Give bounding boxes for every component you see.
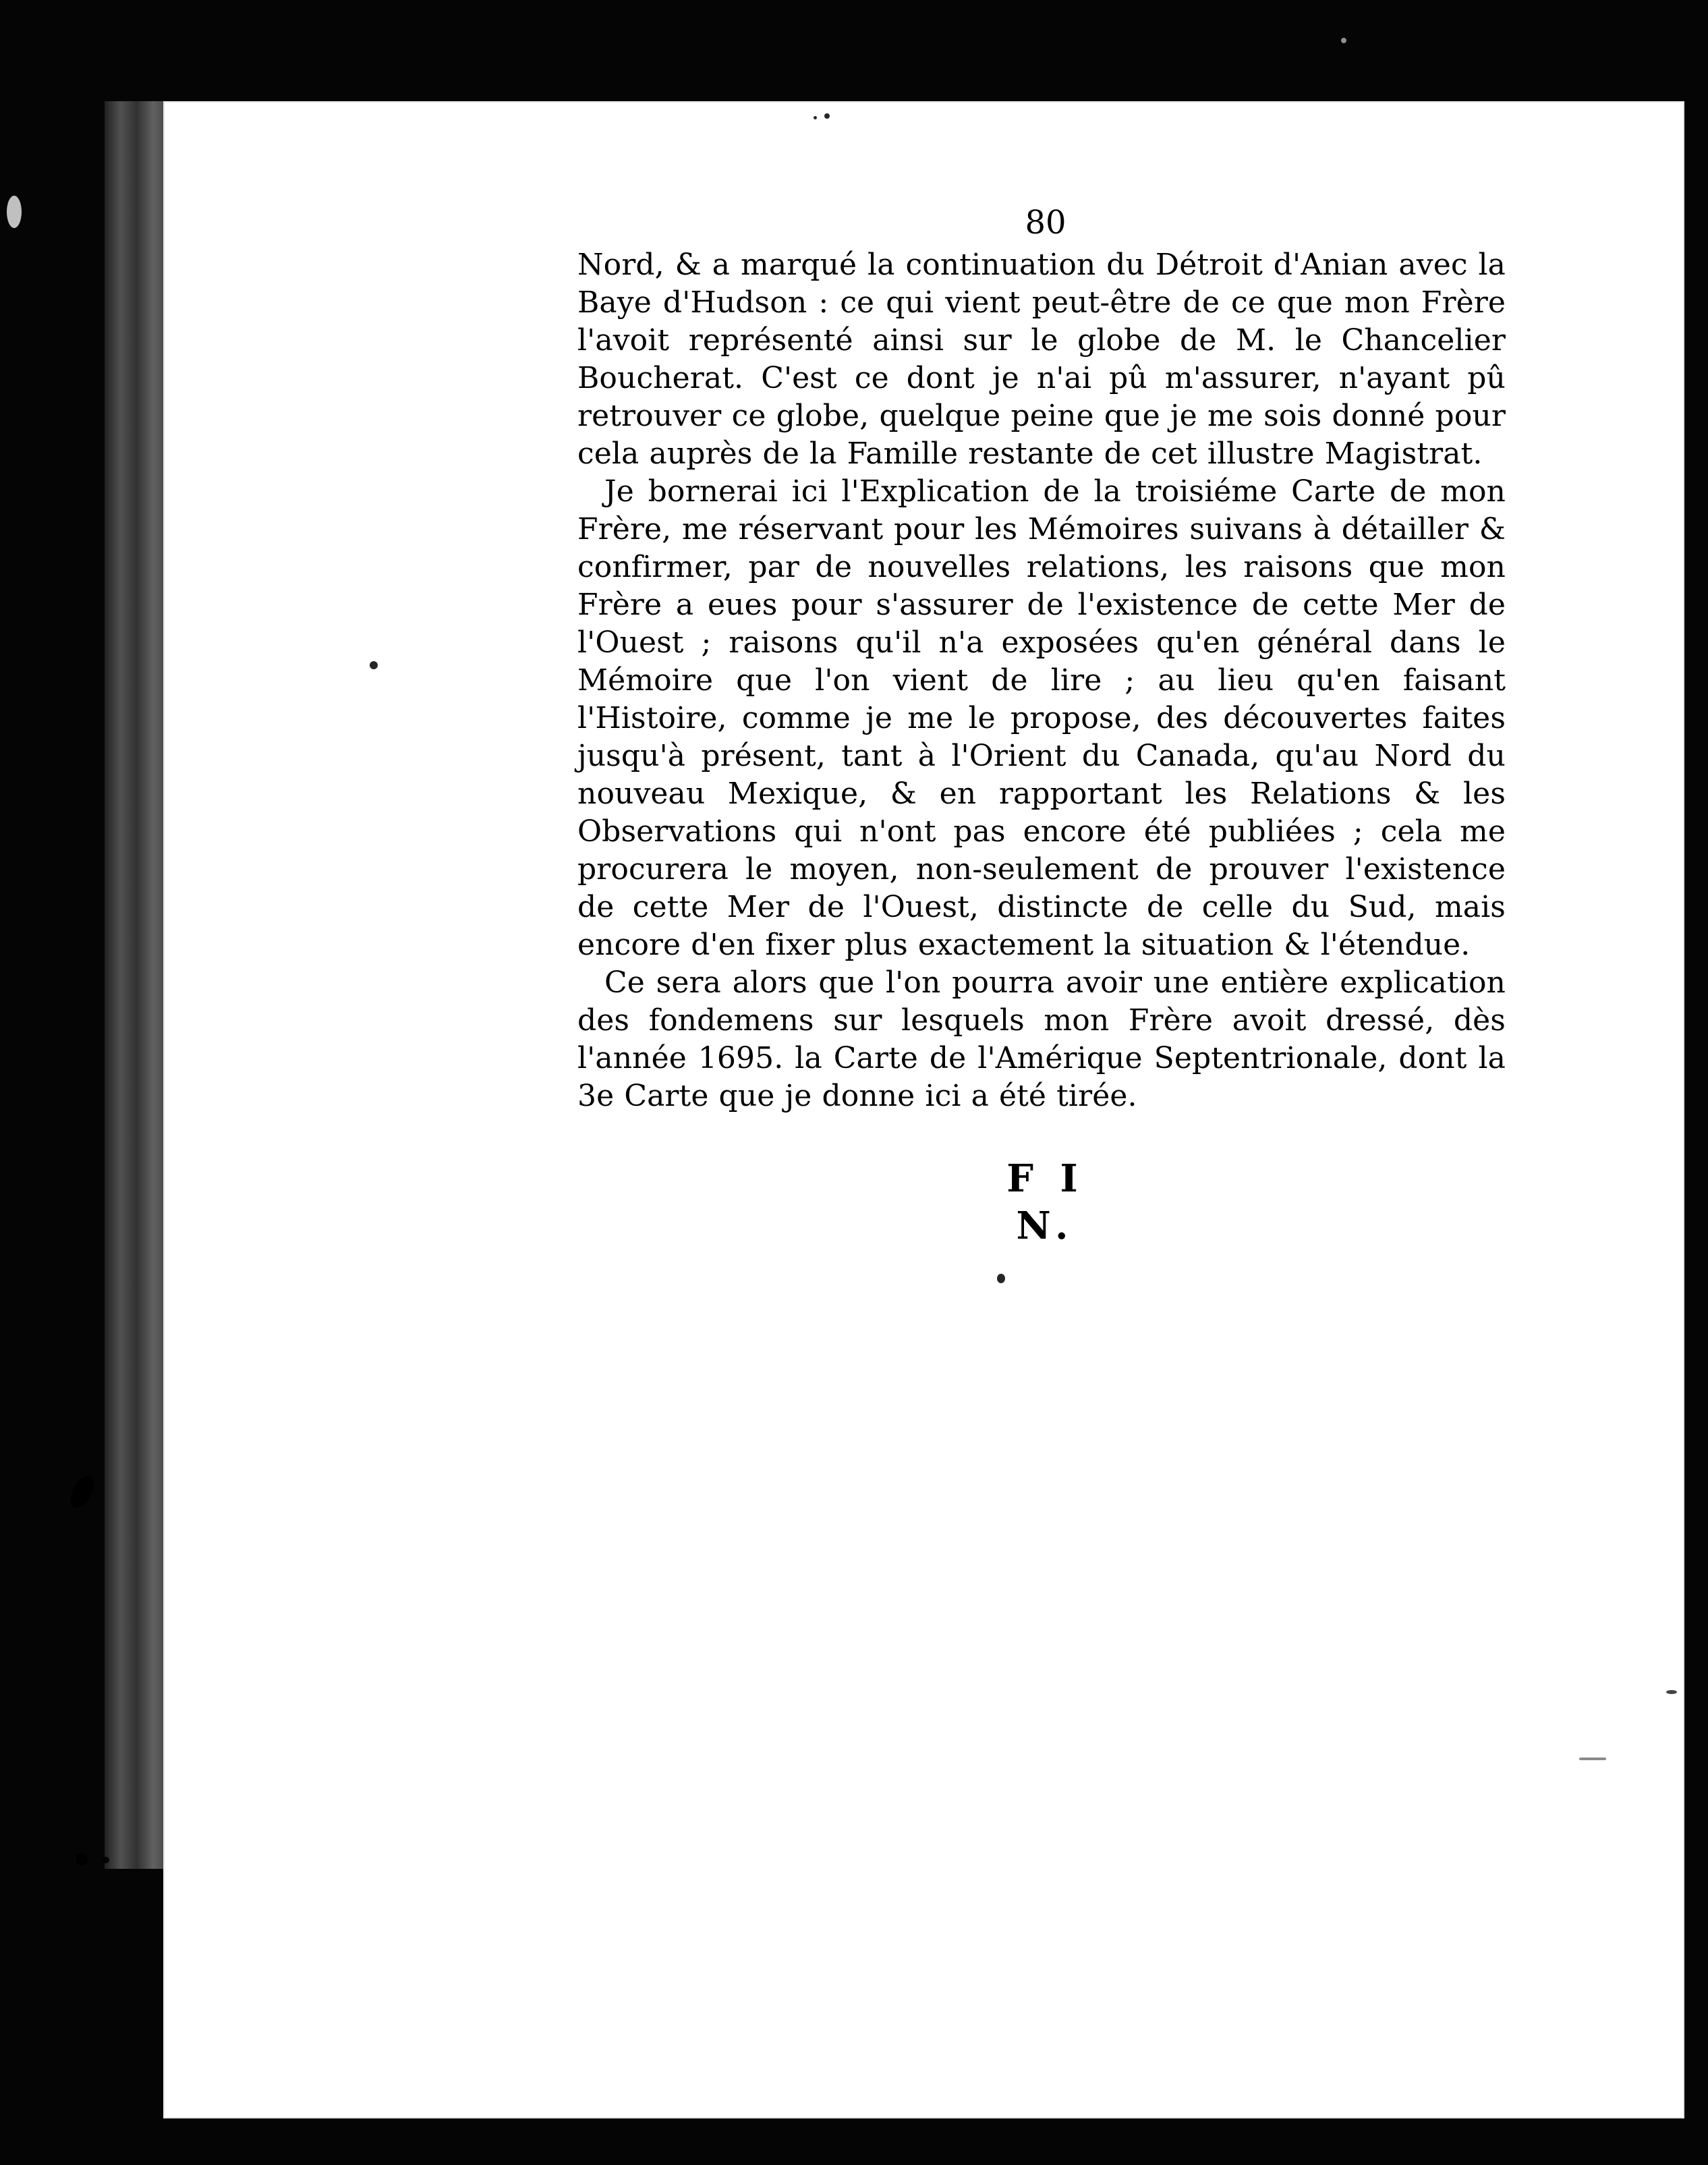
paragraph-2: Je bornerai ici l'Explication de la troisiéme Carte de mon Frère, me réservant pour les Mémoires suivans à détailler & confirmer, par de nouvelles relations, les raisons que mon Frère a eues pour s'assurer de l'existence de cette Mer de l'Ouest ; raisons qu'il n'a exposées qu'en général dans le Mémoire que l'on vient de lire ; au lieu qu'en faisant l'Histoire, comme je me le propose, des découvertes faites jusqu'à présent, tant à l'Orient du Canada, qu'au Nord du nouveau Mexique, & en rapportant les Relations & les Observations qui n'ont pas encore été publiées ; cela me procurera le moyen, non-seulement de prouver l'existence de cette Mer de l'Ouest, distincte de celle du Sud, mais encore d'en fixer plus exactement la situation & l'étendue. — [577, 474, 1506, 962]
ink-spot — [814, 116, 817, 119]
end-marker: F I N. — [1006, 1156, 1085, 1248]
ink-spot — [997, 1274, 1005, 1283]
paragraph-1: Nord, & a marqué la continuation du Détroit d'Anian avec la Baye d'Hudson : ce qui vient peut-être de ce que mon Frère l'avoit représenté ainsi sur le globe de M. le Chancelier Boucherat. C'est ce dont je n'ai pû m'assurer, n'ayant pû retrouver ce globe, quelque peine que je me sois donné pour cela auprès de la Famille restante de cet illustre Magistrat. — [577, 248, 1506, 471]
scan-mark — [1341, 38, 1346, 43]
scan-mark — [1579, 1758, 1606, 1760]
ink-spot — [103, 1857, 109, 1863]
body-text — [577, 246, 1506, 1115]
paragraph-3: Ce sera alors que l'on pourra avoir une entière explication des fondemens sur lesquels mon Frère avoit dressé, dès l'année 1695. la Carte de l'Amérique Septentrionale, dont la 3e Carte que je donne ici a été tirée. — [577, 965, 1506, 1113]
page-number: 80 — [1025, 204, 1066, 242]
ink-spot — [370, 661, 378, 669]
scan-mark — [1666, 1690, 1677, 1694]
scan-mark — [7, 196, 22, 228]
ink-spot — [76, 1853, 88, 1865]
ink-spot — [824, 113, 830, 119]
